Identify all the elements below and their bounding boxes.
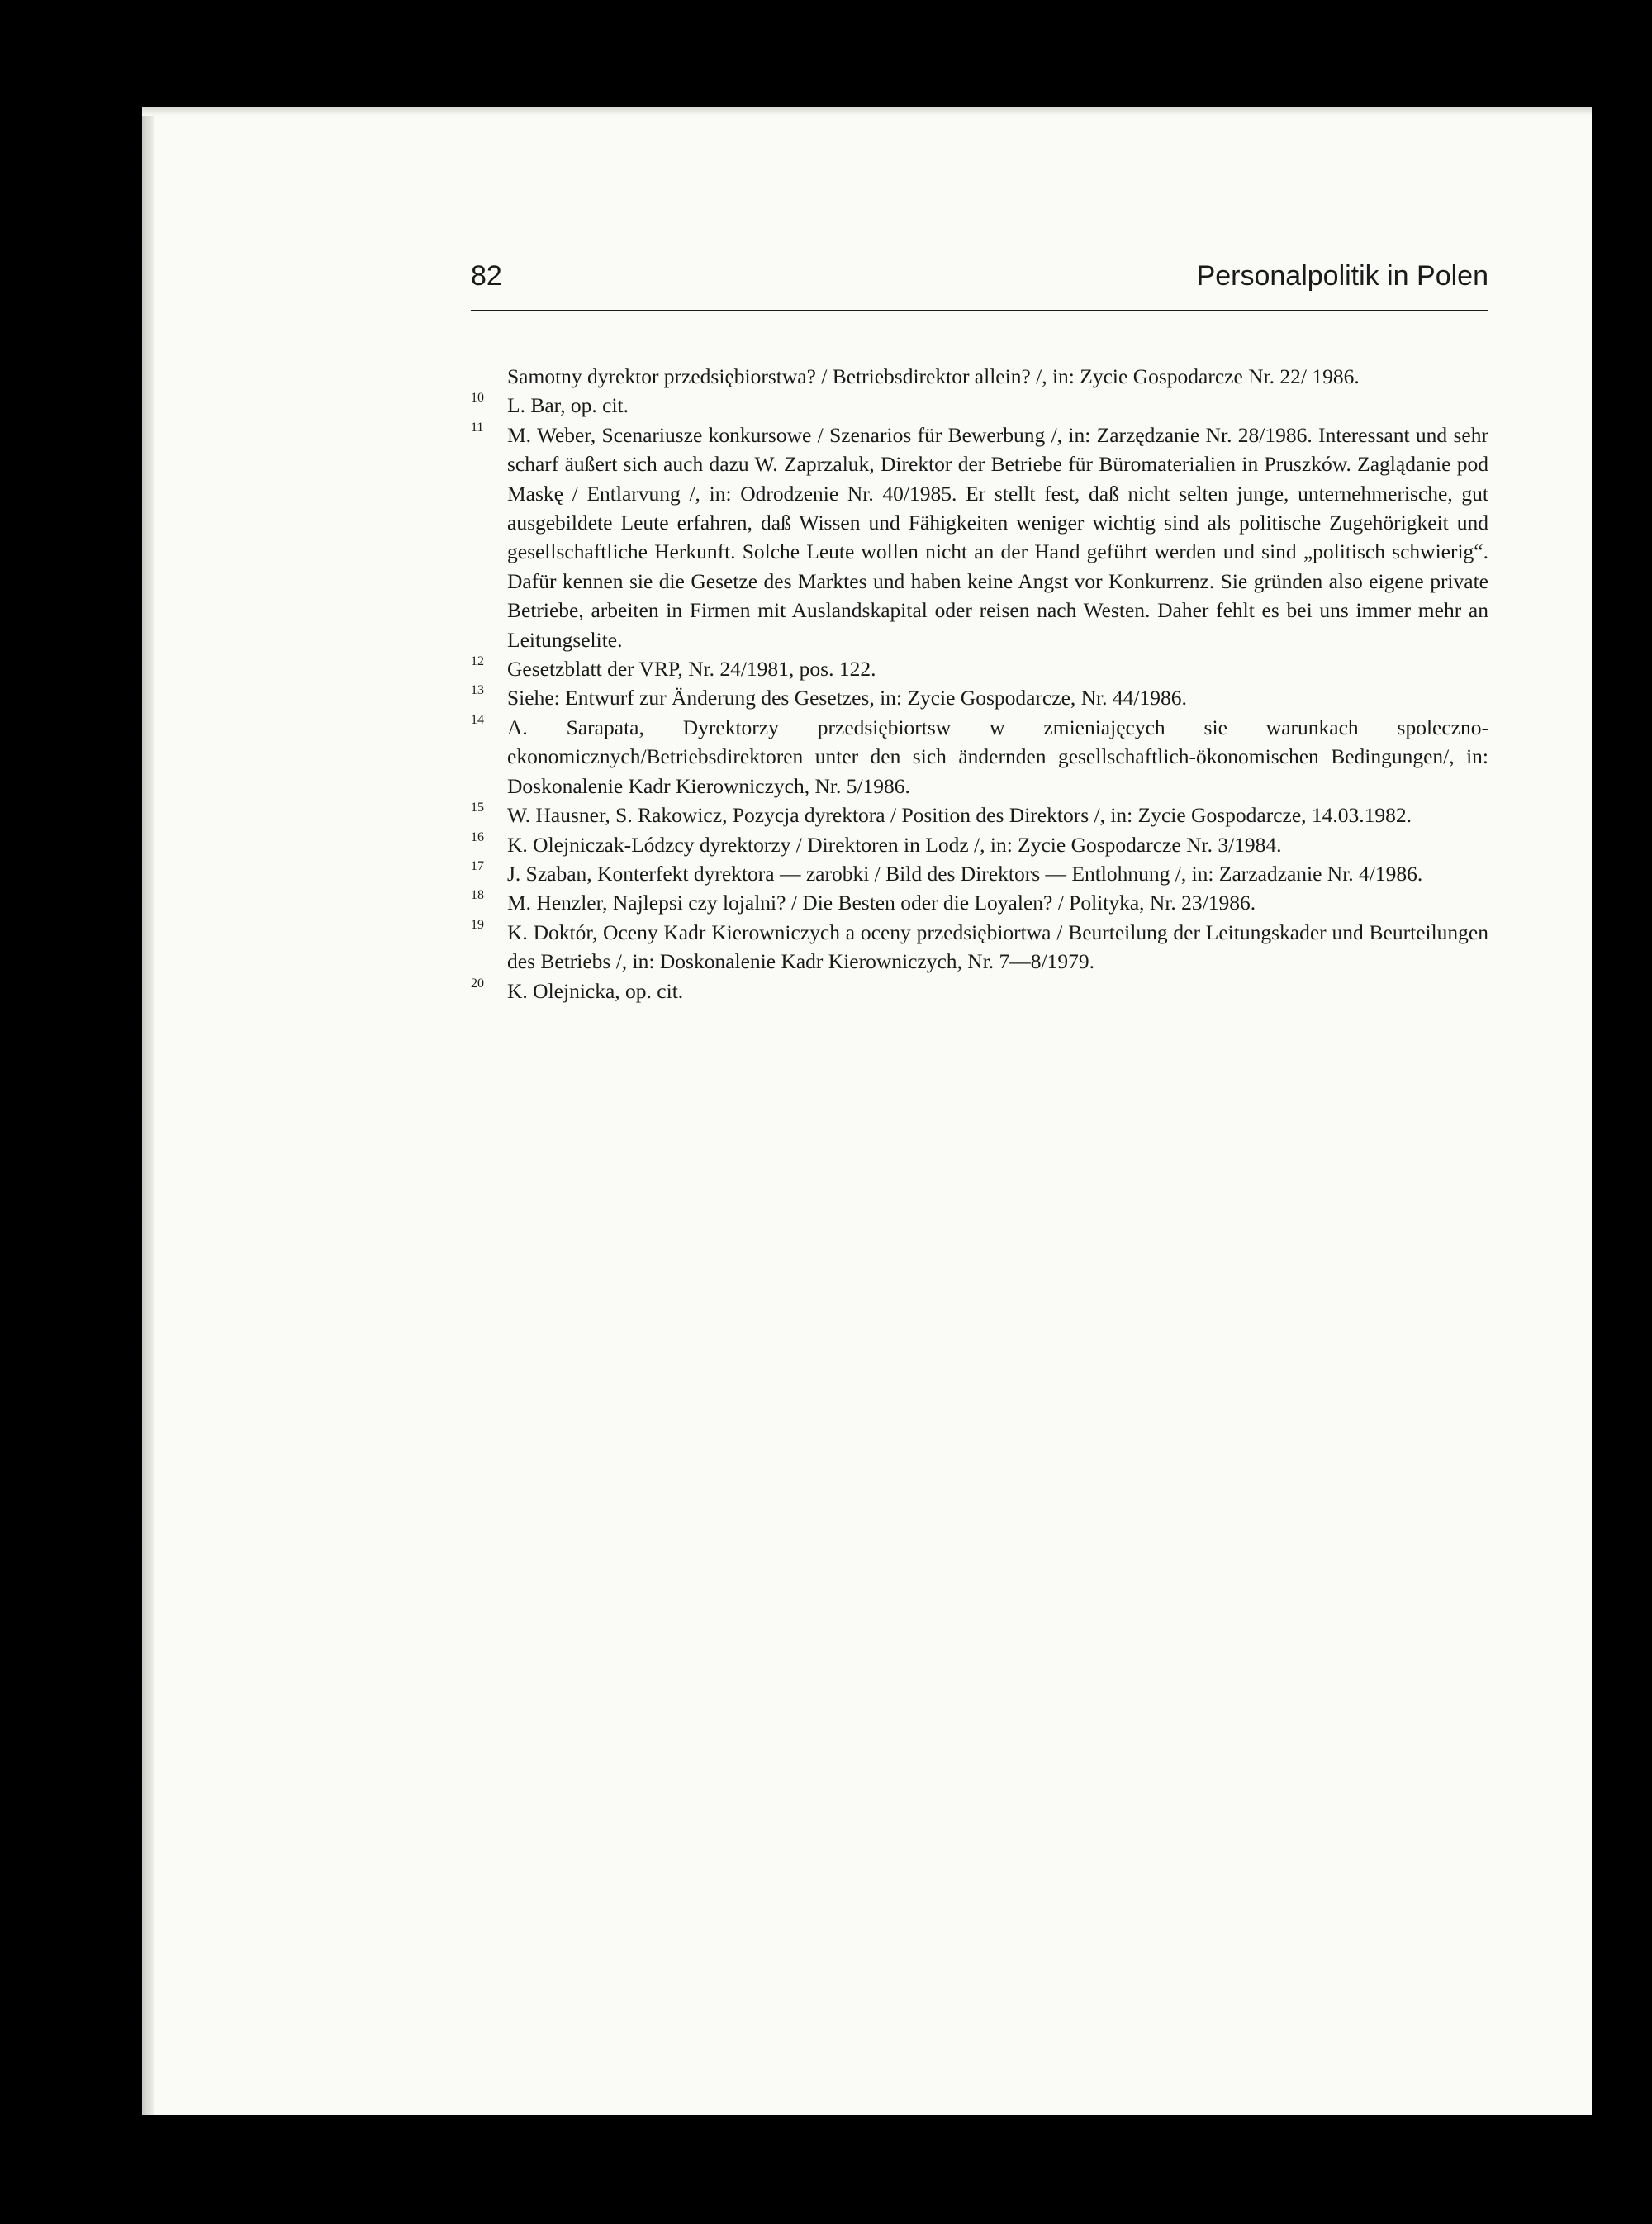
footnote-number: 11 [471,420,484,435]
running-title: Personalpolitik in Polen [1196,260,1488,292]
footnote-18 [471,888,1488,917]
page-header [471,260,1488,310]
footnote-19 [471,918,1488,977]
footnote-text: W. Hausner, S. Rakowicz, Pozycja dyrektora / Position des Direktors /, in: Zycie Gospodarcze, 14.03.1982. [507,803,1412,828]
footnote-text: A. Sarapata, Dyrektorzy przedsiębiortsw w zmieniajęcych sie warunkach spoleczno-ekonomicznych/Betriebsdirektoren unter den sich ändernden gesellschaftlich-ökonomischen Bedingungen/, in: Doskonalenie Kadr Kierowniczych, Nr. 5/1986. [507,715,1488,798]
footnote-number: 20 [471,976,484,991]
footnote-13 [471,683,1488,712]
footnote-number: 16 [471,829,484,844]
footnote-text: L. Bar, op. cit. [507,393,629,418]
footnote-number: 14 [471,712,484,727]
footnote-text: Gesetzblatt der VRP, Nr. 24/1981, pos. 122. [507,657,876,682]
footnote-text: J. Szaban, Konterfekt dyrektora — zarobki / Bild des Direktors — Entlohnung /, in: Zarzadzanie Nr. 4/1986. [507,861,1423,886]
footnote-text: K. Doktór, Oceny Kadr Kierowniczych a oceny przedsiębiortwa / Beurteilung der Leitungskader und Beurteilungen des Betriebs /, in: Doskonalenie Kadr Kierowniczych, Nr. 7—8/1979. [507,920,1488,974]
footnote-number: 10 [471,391,484,406]
footnote-text: M. Henzler, Najlepsi czy lojalni? / Die Besten oder die Loyalen? / Polityka, Nr. 23/1986. [507,891,1256,915]
footnotes [471,362,1488,1005]
footnote-text: Samotny dyrektor przedsiębiorstwa? / Betriebsdirektor allein? /, in: Zycie Gospodarcze Nr. 22/ 1986. [507,364,1360,388]
page-number: 82 [471,260,502,292]
footnote-10 [471,391,1488,420]
header-rule [471,310,1488,311]
footnote-text: K. Olejniczak-Lódzcy dyrektorzy / Direktoren in Lodz /, in: Zycie Gospodarcze Nr. 3/1984. [507,832,1282,857]
footnote-number: 18 [471,888,484,903]
footnote-14 [471,713,1488,801]
footnote-number: 17 [471,858,484,873]
footnote-17 [471,859,1488,888]
footnote-text: Siehe: Entwurf zur Änderung des Gesetzes, in: Zycie Gospodarcze, Nr. 44/1986. [507,686,1187,710]
footnote-continuation [471,362,1488,391]
footnote-12 [471,654,1488,683]
footnote-text: K. Olejnicka, op. cit. [507,978,684,1003]
page-left-edge [142,107,154,2115]
footnote-number: 19 [471,917,484,932]
page-top-edge [142,107,1592,116]
footnote-number: 12 [471,654,484,669]
footnote-15 [471,801,1488,829]
footnote-11 [471,421,1488,654]
footnote-number: 13 [471,683,484,698]
footnote-number: 15 [471,801,484,815]
footnote-text: M. Weber, Scenariusze konkursowe / Szenarios für Bewerbung /, in: Zarzędzanie Nr. 28/1986. Interessant und sehr scharf äußert sich auch dazu W. Zaprzaluk, Direktor der Betriebe für Büromaterialien in Pruszków. Zaglądanie pod Maskę / Entlarvung /, in: Odrodzenie Nr. 40/1985. Er stellt fest, daß nicht selten junge, unternehmerische, gut ausgebildete Leute erfahren, daß Wissen und Fähigkeiten weniger wichtig sind als politische Zugehörigkeit und gesellschaftliche Herkunft. Solche Leute wollen nicht an der Hand geführt werden und sind „politisch schwierig“. Dafür kennen sie die Gesetze des Marktes und haben keine Angst vor Konkurrenz. Sie gründen also eigene private Betriebe, arbeiten in Firmen mit Auslandskapital oder reisen nach Westen. Daher fehlt es bei uns immer mehr an Leitungselite. [507,422,1488,652]
footnote-20 [471,977,1488,1005]
footnote-16 [471,830,1488,859]
